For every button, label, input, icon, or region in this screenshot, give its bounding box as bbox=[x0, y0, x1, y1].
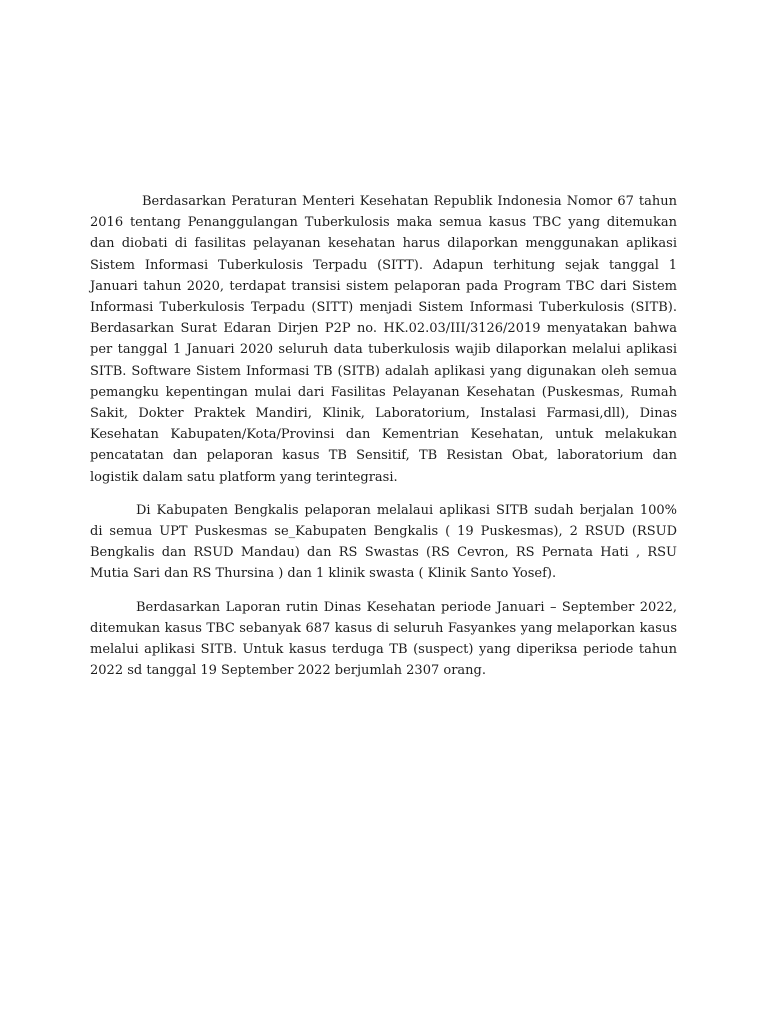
paragraph-3: Berdasarkan Laporan rutin Dinas Kesehatan periode Januari – September 2022, ditemukan kasus TBC sebanyak 687 kasus di seluruh Fasyankes yang melaporkan kasus melalui aplikasi SITB. Untuk kasus terduga TB (suspect) yang diperiksa periode tahun 2022 sd tanggal 19 September 2022 berjumlah 2307 orang. bbox=[90, 599, 677, 679]
paragraph-1: Berdasarkan Peraturan Menteri Kesehatan Republik Indonesia Nomor 67 tahun 2016 tentang Penanggulangan Tuberkulosis maka semua kasus TBC yang ditemukan dan diobati di fasilitas pelayanan kesehatan harus dilaporkan menggunakan aplikasi Sistem Informasi Tuberkulosis Terpadu (SITT). Adapun terhitung sejak tanggal 1 Januari tahun 2020, terdapat transisi sistem pelaporan pada Program TBC dari Sistem Informasi Tuberkulosis Terpadu (SITT) menjadi Sistem Informasi Tuberkulosis (SITB). Berdasarkan Surat Edaran Dirjen P2P no. HK.02.03/III/3126/2019 menyatakan bahwa per tanggal 1 Januari 2020 seluruh data tuberkulosis wajib dilaporkan melalui aplikasi SITB. Software Sistem Informasi TB (SITB) adalah aplikasi yang digunakan oleh semua pemangku kepentingan mulai dari Fasilitas Pelayanan Kesehatan (Puskesmas, Rumah Sakit, Dokter Praktek Mandiri, Klinik, Laboratorium, Instalasi Farmasi,dll), Dinas Kesehatan Kabupaten/Kota/Provinsi dan Kementrian Kesehatan, untuk melakukan pencatatan dan pelaporan kasus TB Sensitif, TB Resistan Obat, laboratorium dan logistik dalam satu platform yang terintegrasi. bbox=[90, 194, 677, 485]
paragraph-2: Di Kabupaten Bengkalis pelaporan melalaui aplikasi SITB sudah berjalan 100% di semua UPT Puskesmas se_Kabupaten Bengkalis ( 19 Puskesmas), 2 RSUD (RSUD Bengkalis dan RSUD Mandau) dan RS Swastas (RS Cevron, RS Pernata Hati , RSU Mutia Sari dan RS Thursina ) dan 1 klinik swasta ( Klinik Santo Yosef). bbox=[90, 502, 677, 582]
document-body bbox=[90, 191, 677, 693]
